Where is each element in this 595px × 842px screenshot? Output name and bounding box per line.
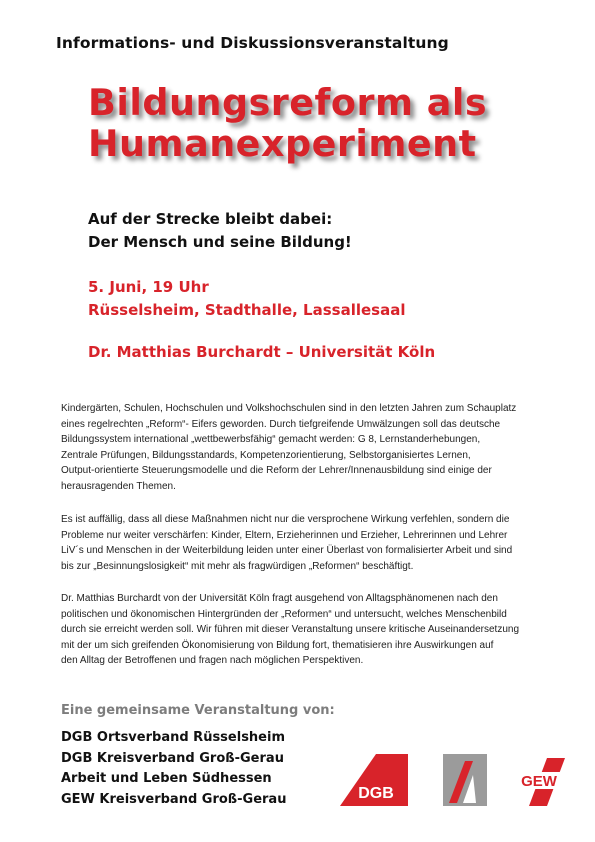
organizer-item: GEW Kreisverband Groß-Gerau	[61, 791, 287, 807]
text-line: politischen und ökonomischen Hintergründen der „Reformen“ und untersucht, welches Menschenbild	[61, 608, 507, 620]
dgb-logo	[336, 754, 408, 806]
body-paragraph-3	[61, 591, 541, 669]
text-line: durch sie erreicht werden soll. Wir führen mit dieser Veranstaltung unsere kritische Auseinandersetzung	[61, 624, 520, 635]
text-line: Es ist auffällig, dass all diese Maßnahmen nicht nur die versprochene Wirkung verfehlen, sondern die	[61, 514, 510, 525]
gew-logo-text: GEW	[521, 773, 557, 790]
text-line: mit der um sich greifenden Ökonomisierung von Bildung fort, thematisieren ihre Auswirkungen auf	[61, 639, 494, 651]
body-paragraph-1	[61, 401, 541, 494]
organizer-item: Arbeit und Leben Südhessen	[61, 771, 272, 786]
text-line: Zentrale Prüfungen, Bildungsstandards, Kompetenzorientierung, Selbstorganisiertes Lernen,	[61, 449, 471, 461]
body-paragraph-2	[61, 512, 541, 574]
subtitle-line-1: Auf der Strecke bleibt dabei:	[88, 210, 333, 228]
text-line: Dr. Matthias Burchardt von der Universität Köln fragt ausgehend von Alltagsphänomenen nach den	[61, 593, 498, 604]
subtitle	[88, 208, 352, 254]
organizer-item: DGB Ortsverband Rüsselsheim	[61, 730, 286, 745]
arbeit-und-leben-logo	[443, 754, 487, 806]
text-line: Bildungssystem international „wettbewerbsfähig“ gemacht werden: G 8, Lernstanderhebungen,	[61, 434, 481, 445]
text-line: herausragenden Themen.	[61, 480, 176, 492]
organizer-item: DGB Kreisverband Groß-Gerau	[61, 750, 284, 766]
gew-logo	[513, 756, 565, 806]
text-line: Output-orientierte Steuerungsmodelle und die Reform der Lehrer/Innenausbildung sind einige der	[61, 465, 492, 476]
main-title	[88, 82, 487, 164]
subtitle-line-2: Der Mensch und seine Bildung!	[88, 233, 352, 251]
arbeit-und-leben-logo-shape	[443, 754, 487, 806]
text-line: bis zur „Besinnungslosigkeit“ mit mehr als fragwürdigen „Reformen“ beschäftigt.	[61, 560, 414, 572]
event-type-heading: Informations- und Diskussionsveranstaltung	[56, 34, 449, 52]
event-speaker: Dr. Matthias Burchardt – Universität Köln	[88, 343, 436, 361]
organizers-heading: Eine gemeinsame Veranstaltung von:	[61, 703, 335, 718]
text-line: den Alltag der Betroffenen und fragen nach möglichen Perspektiven.	[61, 655, 364, 666]
text-line: LiV´s und Menschen in der Weiterbildung leiden unter einer Überlast von formalisierter Arbeit und sind	[61, 545, 513, 556]
event-date-time: 5. Juni, 19 Uhr	[88, 278, 209, 296]
event-location: Rüsselsheim, Stadthalle, Lassallesaal	[88, 301, 406, 319]
text-line: Probleme nur weiter verschärfen: Kinder, Eltern, Erzieherinnen und Erzieher, Lehrerinnen und Lehrer	[61, 529, 508, 541]
gew-logo-shape	[513, 756, 565, 806]
main-title-line-1: Bildungsreform als	[88, 81, 488, 124]
event-details	[88, 276, 405, 322]
organizers-list	[61, 728, 286, 810]
text-line: eines regelrechten „Reform“- Eifers geworden. Durch tiefgreifende Umwälzungen soll das deutsche	[61, 418, 501, 430]
text-line: Kindergärten, Schulen, Hochschulen und Volkshochschulen sind in den letzten Jahren zum Schauplatz	[61, 403, 517, 414]
dgb-logo-text: DGB	[358, 785, 394, 802]
dgb-logo-shape	[336, 754, 408, 806]
main-title-line-2: Humanexperiment	[88, 122, 477, 165]
